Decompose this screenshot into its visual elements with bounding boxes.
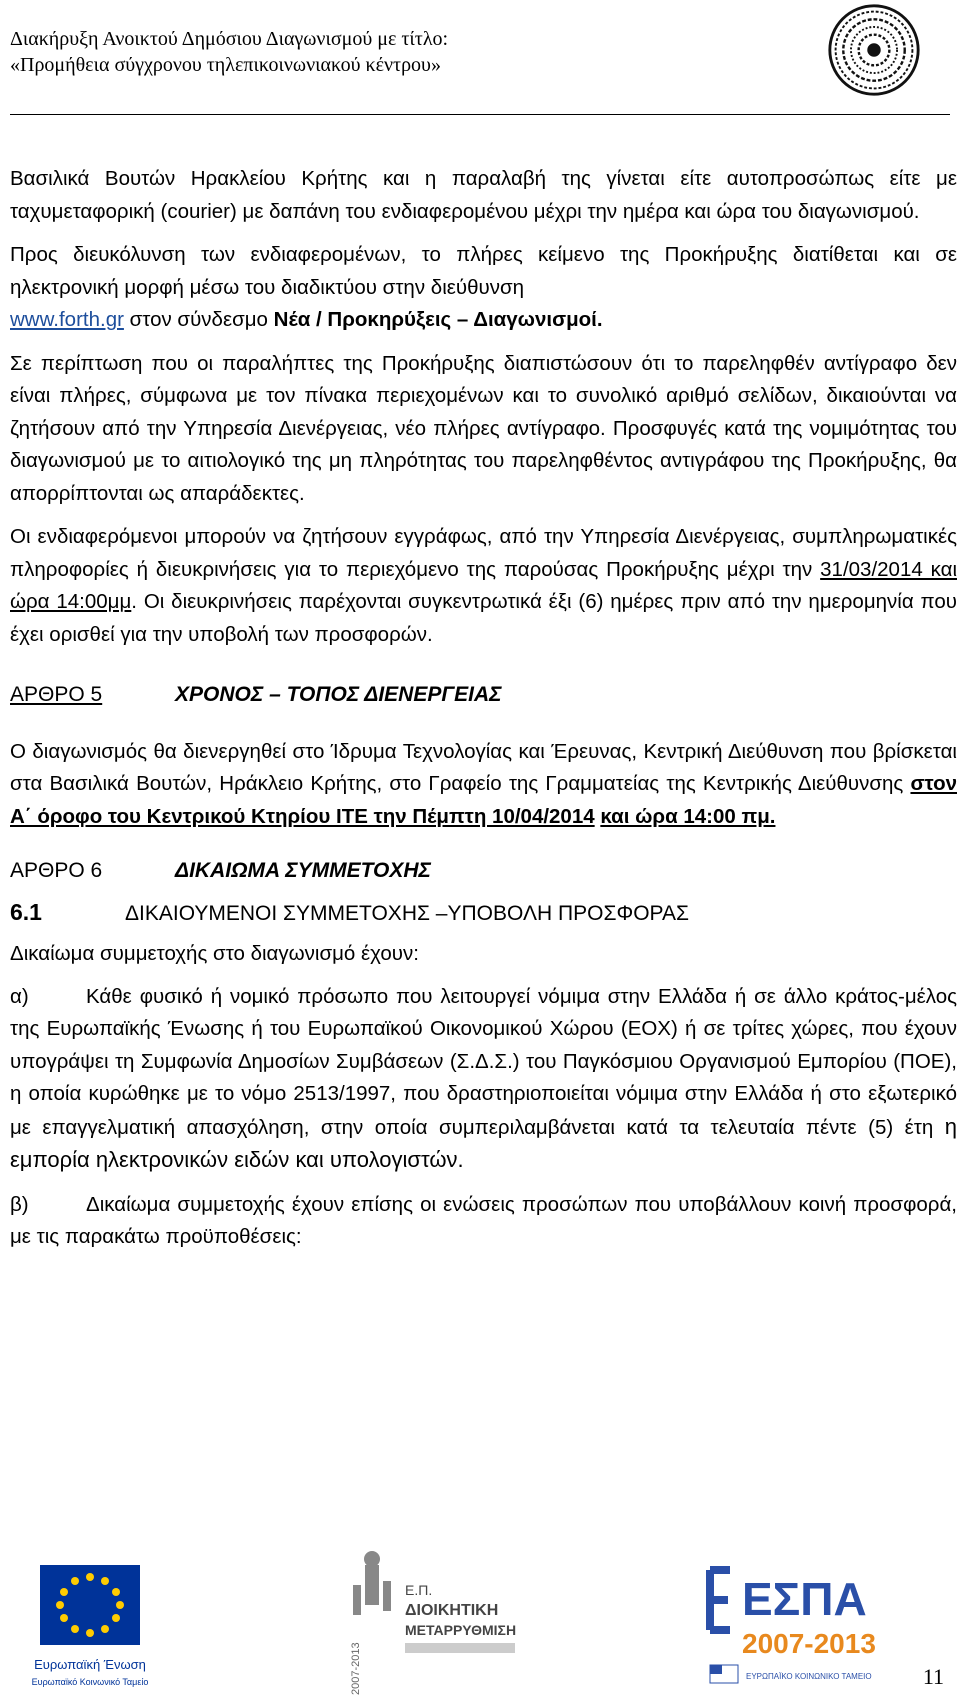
article-6-title: ΔΙΚΑΙΩΜΑ ΣΥΜΜΕΤΟΧΗΣ xyxy=(175,859,431,882)
paragraph-place-time: Ο διαγωνισμός θα διενεργηθεί στο Ίδρυμα Τεχνολογίας και Έρευνας, Κεντρική Διεύθυνση που βρίσκεται στα Βασιλικά Βουτών, Ηράκλειο Κρήτης, στο Γραφείο της Γραμματείας της Κεντρικής Διεύθυνσης στον Α΄ όροφο του Κεντρικού Κτηρίου ΙΤΕ την Πέμπτη 10/04/2014 και ώρα 14:00 πμ. xyxy=(10,739,957,828)
document-header xyxy=(10,26,810,78)
paragraph-clarifications: Οι ενδιαφερόμενοι μπορούν να ζητήσουν εγγράφως, από την Υπηρεσία Διενέργειας, συμπληρωματικές πληροφορίες ή διευκρινήσεις για το περιεχόμενο της παρούσας Προκήρυξης μέχρι την 31/03/2014 και ώρα 14:00μμ. Οι διευκρινήσεις παρέχονται συγκεντρωτικά έξι (6) ημέρες πριν από την ημερομηνία που έχει ορισθεί για την υποβολή των προσφορών. xyxy=(10,525,957,646)
ep-years-vertical: 2007-2013 xyxy=(350,1642,362,1695)
header-title-line1: Διακήρυξη Ανοικτού Δημόσιου Διαγωνισμού με τίτλο: xyxy=(10,28,449,50)
esf-label: Ευρωπαϊκό Κοινωνικό Ταμείο xyxy=(31,1677,149,1687)
espa-years: 2007-2013 xyxy=(742,1628,876,1659)
article-5-title: ΧΡΟΝΟΣ – ΤΟΠΟΣ ΔΙΕΝΕΡΓΕΙΑΣ xyxy=(175,683,502,706)
eu-label: Ευρωπαϊκή Ένωση xyxy=(34,1657,146,1672)
announcements-section-name: Νέα / Προκηρύξεις – Διαγωνισμοί. xyxy=(273,308,603,331)
section-6-1-title: ΔΙΚΑΙΟΥΜΕΝΟΙ ΣΥΜΜΕΤΟΧΗΣ –ΥΠΟΒΟΛΗ ΠΡΟΣΦΟΡΑΣ xyxy=(125,901,689,925)
paragraph-incomplete-copy: Σε περίπτωση που οι παραλήπτες της Προκήρυξης διαπιστώσουν ότι το παρεληφθέν αντίγραφο δεν είναι πλήρες, σύμφωνα με τον πίνακα περιεχομένων και το συνολικό αριθμό σελίδων, δικαιούνται να ζητήσουν από την Υπηρεσία Διενέργειας, νέο πλήρες αντίγραφο. Προσφυγές κατά της νομιμότητας του διαγωνισμού με το αιτιολογικό της μη πληρότητας του παρεληφθέντος αντιγράφου της Προκήρυξης, θα απορρίπτονται ως απαράδεκτες. xyxy=(10,351,957,505)
espa-subtitle: ΕΥΡΩΠΑΪΚΟ ΚΟΙΝΩΝΙΚΟ ΤΑΜΕΙΟ xyxy=(746,1672,872,1681)
document-body xyxy=(10,163,957,1254)
ep-label: Ε.Π. xyxy=(405,1582,433,1598)
administrative-reform-logo xyxy=(345,1545,535,1705)
clarification-deadline: 31/03/2014 και ώρα 14:00μμ xyxy=(10,557,957,613)
section-6-1-number: 6.1 xyxy=(10,898,42,925)
eu-flag-logo xyxy=(30,1555,150,1705)
forth-seal-logo xyxy=(826,2,922,98)
forth-website-link[interactable]: www.forth.gr xyxy=(10,308,124,331)
eligibility-intro: Δικαίωμα συμμετοχής στο διαγωνισμό έχουν: xyxy=(10,942,419,965)
article-6-number: ΑΡΘΡΟ 6 xyxy=(10,859,103,882)
ep-line-2: ΔΙΟΙΚΗΤΙΚΗ xyxy=(405,1602,499,1619)
espa-title: ΕΣΠΑ xyxy=(742,1573,867,1625)
funding-logos-footer xyxy=(0,1545,960,1705)
eligibility-item-b: β) Δικαίωμα συμμετοχής έχουν επίσης οι ενώσεις προσώπων που υποβάλλουν κοινή προσφορά, με τις παρακάτω προϋποθέσεις: xyxy=(10,1192,957,1248)
article-6-heading xyxy=(10,855,957,888)
article-5-heading xyxy=(10,679,957,712)
page-number: 11 xyxy=(922,1664,944,1689)
header-divider xyxy=(10,114,950,115)
paragraph-delivery: Βασιλικά Βουτών Ηρακλείου Κρήτης και η παραλαβή της γίνεται είτε αυτοπροσώπως είτε με ταχυμεταφορική (courier) με δαπάνη του ενδιαφερομένου μέχρι την ημέρα και ώρα του διαγωνισμού. xyxy=(10,167,957,223)
tender-location-date: στον Α΄ όροφο του Κεντρικού Κτηρίου ΙΤΕ την Πέμπτη 10/04/2014 xyxy=(10,772,957,828)
section-6-1-heading xyxy=(10,896,957,931)
espa-logo xyxy=(690,1555,890,1705)
article-5-number: ΑΡΘΡΟ 5 xyxy=(10,683,103,706)
tender-time: και ώρα 14:00 πμ. xyxy=(600,804,776,828)
ep-line-3: ΜΕΤΑΡΡΥΘΜΙΣΗ xyxy=(405,1622,517,1638)
eligibility-item-a: α) Κάθε φυσικό ή νομικό πρόσωπο που λειτουργεί νόμιμα στην Ελλάδα ή σε άλλο κράτος-μέλος της Ευρωπαϊκής Ένωσης ή του Ευρωπαϊκού Οικονομικού Χώρου (ΕΟΧ) ή σε τρίτες χώρες, που έχουν υπογράψει τη Συμφωνία Δημοσίων Συμβάσεων (Σ.Δ.Σ.) του Παγκόσμιου Οργανισμού Εμπορίου (ΠΟΕ), η οποία κυρώθηκε με το νόμο 2513/1997, που δραστηριοποιείται νόμιμα στην Ελλάδα ή στο εξωτερικό με επαγγελματική απασχόληση, στην οποία συμπεριλαμβάνεται κατά τα τελευταία πέντε (5) έτη η εμπορία ηλεκτρονικών ειδών και υπολογιστών. xyxy=(10,984,957,1172)
header-title-line2: «Προμήθεια σύγχρονου τηλεπικοινωνιακού κέντρου» xyxy=(10,54,441,76)
paragraph-online-availability: Προς διευκόλυνση των ενδιαφερομένων, το πλήρες κείμενο της Προκήρυξης διατίθεται και σε ηλεκτρονική μορφή μέσω του διαδικτύου στην διεύθυνση www.forth.gr στον σύνδεσμο Νέα / Προκηρύξεις – Διαγωνισμοί. xyxy=(10,243,957,331)
